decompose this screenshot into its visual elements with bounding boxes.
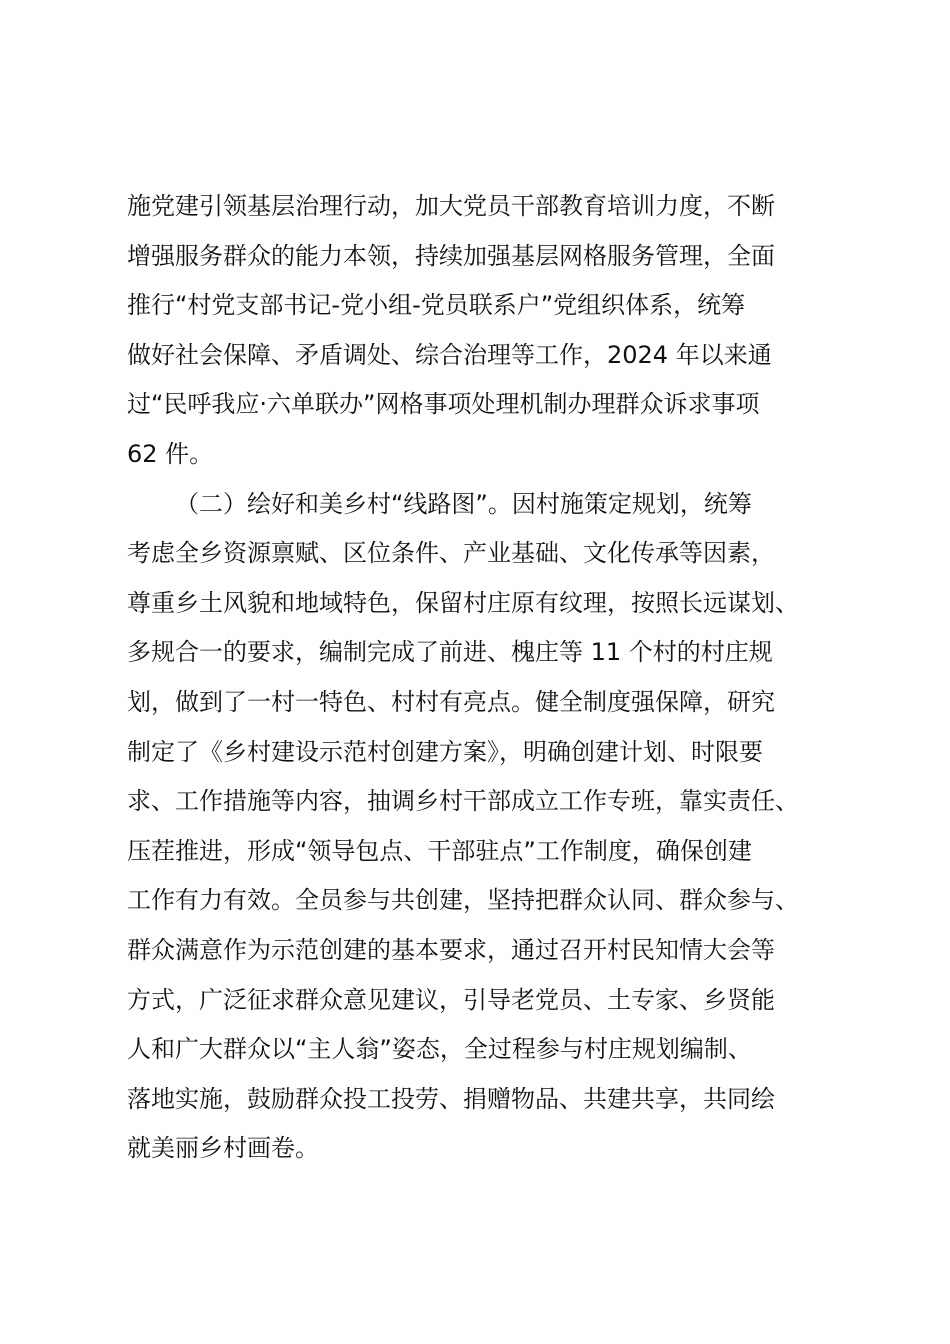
paragraph-continuation: [127, 182, 839, 1174]
text-line: 划，做到了一村一特色、村村有亮点。健全制度强保障，研究: [127, 687, 775, 716]
text-line: 62 件。: [127, 439, 214, 468]
text-line: 过“民呼我应·六单联办”网格事项处理机制办理群众诉求事项: [127, 390, 760, 419]
section-heading-line: （二）绘好和美乡村“线路图”。因村施策定规划，统筹: [175, 489, 752, 518]
text-line: 落地实施，鼓励群众投工投劳、捐赠物品、共建共享，共同绘: [127, 1084, 775, 1113]
text-line: 人和广大群众以“主人翁”姿态，全过程参与村庄规划编制、: [127, 1035, 752, 1064]
text-line: 求、工作措施等内容，抽调乡村干部成立工作专班，靠实责任、: [127, 787, 799, 816]
text-line: 方式，广泛征求群众意见建议，引导老党员、土专家、乡贤能: [127, 985, 775, 1014]
text-line: 施党建引领基层治理行动，加大党员干部教育培训力度，不断: [127, 192, 775, 220]
text-line: 考虑全乡资源禀赋、区位条件、产业基础、文化传承等因素，: [127, 539, 775, 568]
text-line: 推行“村党支部书记-党小组-党员联系户”党组织体系，统筹: [127, 291, 746, 320]
text-line: 压茬推进，形成“领导包点、干部驻点”工作制度，确保创建: [127, 836, 752, 865]
text-line: 做好社会保障、矛盾调处、综合治理等工作，2024 年以来通: [127, 340, 772, 369]
text-line: 多规合一的要求，编制完成了前进、槐庄等 11 个村的村庄规: [127, 638, 773, 667]
text-line: 增强服务群众的能力本领，持续加强基层网格服务管理，全面: [127, 241, 775, 270]
text-line: 制定了《乡村建设示范村创建方案》，明确创建计划、时限要: [127, 737, 763, 766]
text-line: 尊重乡土风貌和地域特色，保留村庄原有纹理，按照长远谋划、: [127, 588, 799, 617]
text-line: 工作有力有效。全员参与共创建，坚持把群众认同、群众参与、: [127, 886, 799, 915]
text-line: 就美丽乡村画卷。: [127, 1134, 319, 1163]
text-line: 群众满意作为示范创建的基本要求，通过召开村民知情大会等: [127, 935, 775, 964]
